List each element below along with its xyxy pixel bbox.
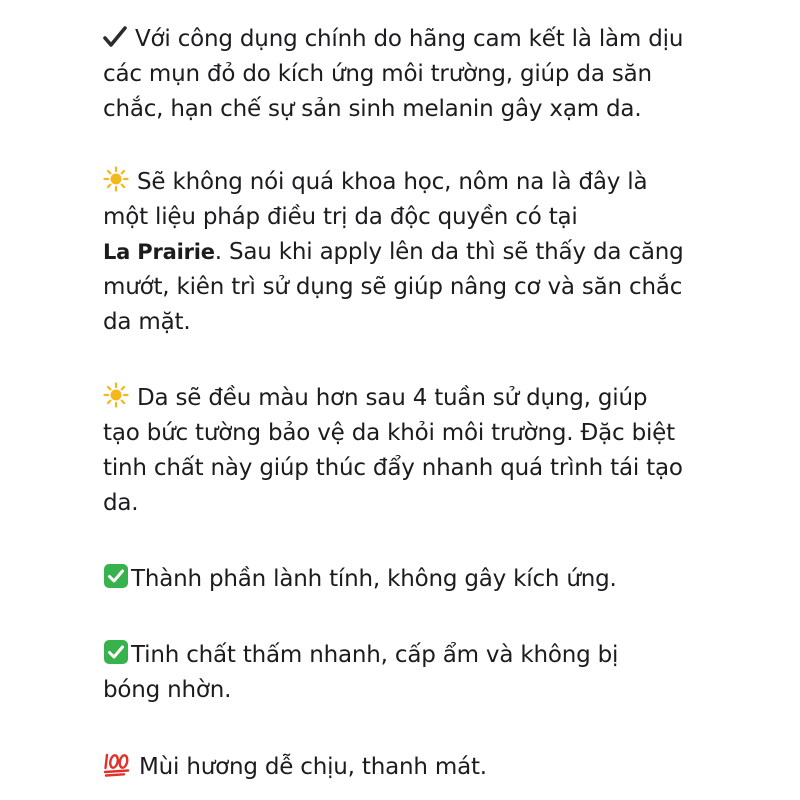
green-check-box-icon [103,639,129,665]
paragraph-treatment [103,165,743,340]
sun-icon [103,382,129,408]
text-content: Sẽ không nói quá khoa học, nôm na là đây là [137,169,648,195]
text-line: da. [103,490,139,516]
text-line [103,165,743,200]
text-content: . Sau khi apply lên da thì sẽ thấy da căng [214,239,684,265]
text-content: Da sẽ đều màu hơn sau 4 tuần sử dụng, giúp [137,385,648,411]
text-line: da mặt. [103,309,191,335]
text-line [103,235,743,270]
paragraph-even-tone [103,381,743,521]
text-line: các mụn đỏ do kích ứng môi trường, giúp da săn [103,61,652,87]
text-line: tinh chất này giúp thúc đẩy nhanh quá trình tái tạo [103,455,683,481]
sun-icon [103,166,129,192]
heavy-check-mark-icon [103,25,127,49]
paragraph-ingredients [103,562,743,597]
text-line [103,381,743,416]
paragraph-absorption [103,638,743,708]
paragraph-scent [103,750,743,785]
text-content: Mùi hương dễ chịu, thanh mát. [139,754,487,780]
text-line [103,562,743,597]
text-line [103,638,743,673]
text-content: Thành phần lành tính, không gây kích ứng. [131,566,617,592]
text-line: một liệu pháp điều trị da độc quyền có tại [103,204,578,230]
hundred-points-icon [103,751,131,777]
text-line: tạo bức tường bảo vệ da khỏi môi trường. Đặc biệt [103,420,675,446]
text-line: bóng nhờn. [103,677,232,703]
text-line: mướt, kiên trì sử dụng sẽ giúp nâng cơ và săn chắc [103,274,683,300]
text-line [103,750,743,785]
text-line: chắc, hạn chế sự sản sinh melanin gây xạm da. [103,96,642,122]
paragraph-benefits [103,22,743,127]
text-line [103,22,743,57]
green-check-box-icon [103,563,129,589]
brand-name: La Prairie [103,240,215,264]
text-content: Tinh chất thấm nhanh, cấp ẩm và không bị [131,642,619,668]
text-content: Với công dụng chính do hãng cam kết là làm dịu [135,26,684,52]
